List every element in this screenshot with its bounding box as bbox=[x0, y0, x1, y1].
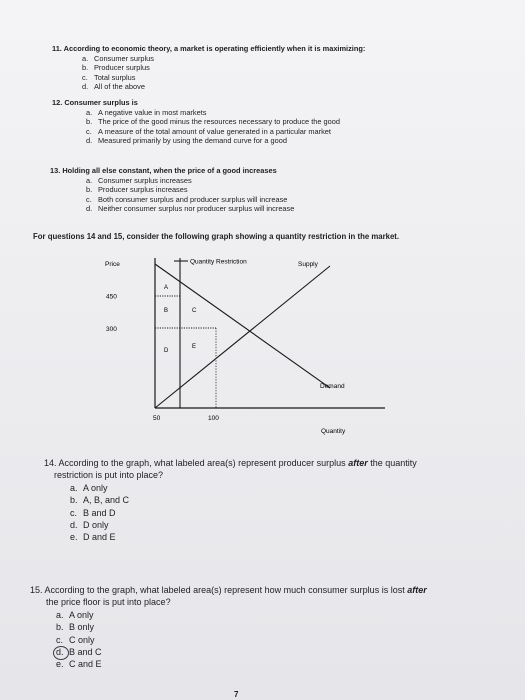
question-stem: 15. According to the graph, what labeled area(s) represent how much consumer surplus is lost after bbox=[30, 585, 427, 595]
answer-option: a. Consumer surplus bbox=[82, 53, 154, 63]
answer-option: d. Measured primarily by using the demand curve for a good bbox=[86, 136, 287, 146]
supply-label: Supply bbox=[298, 261, 318, 268]
legend-label: Quantity Restriction bbox=[190, 258, 247, 266]
answer-option: d. D only bbox=[70, 520, 109, 531]
question-12 bbox=[52, 98, 340, 146]
y-tick-450: 450 bbox=[106, 293, 117, 301]
quantity-axis-label: Quantity bbox=[321, 428, 346, 435]
region-b-label: B bbox=[164, 308, 169, 314]
demand-label: Demand bbox=[320, 383, 345, 390]
answer-option: e. D and E bbox=[70, 532, 116, 543]
x-tick-50: 50 bbox=[153, 415, 161, 422]
answer-option: c. Both consumer surplus and producer surplus will increase bbox=[86, 194, 288, 204]
answer-option: b. Producer surplus bbox=[82, 63, 150, 73]
answer-option: c. C only bbox=[56, 634, 95, 645]
region-d-label: D bbox=[164, 348, 169, 354]
region-c-label: C bbox=[192, 308, 197, 314]
answer-option: a. Consumer surplus increases bbox=[86, 175, 192, 185]
answer-option: b. Producer surplus increases bbox=[86, 185, 188, 195]
answer-option: d. All of the above bbox=[82, 82, 145, 92]
answer-option: a. A only bbox=[56, 609, 94, 620]
question-stem-cont: the price floor is put into place? bbox=[46, 597, 171, 608]
y-tick-300: 300 bbox=[106, 326, 117, 333]
x-tick-100: 100 bbox=[208, 415, 219, 422]
answer-option: c. B and D bbox=[70, 507, 116, 518]
region-a-label: A bbox=[164, 285, 169, 291]
question-14 bbox=[44, 457, 504, 544]
question-stem: 12. Consumer surplus is bbox=[52, 98, 138, 107]
answer-option: a. A only bbox=[70, 482, 108, 493]
question-13 bbox=[50, 166, 294, 214]
answer-option: a. A negative value in most markets bbox=[86, 107, 207, 117]
supply-curve bbox=[155, 266, 330, 408]
answer-option: e. C and E bbox=[56, 659, 102, 670]
region-e-label: E bbox=[192, 344, 197, 350]
answer-circle-mark bbox=[53, 646, 69, 660]
answer-option: d. B and C bbox=[56, 647, 102, 658]
question-11 bbox=[52, 44, 365, 92]
demand-curve bbox=[155, 264, 330, 388]
price-axis-label: Price bbox=[105, 261, 120, 268]
surplus-graph bbox=[100, 248, 390, 448]
page-number: 7 bbox=[234, 690, 239, 699]
answer-option: d. Neither consumer surplus nor producer surplus will increase bbox=[86, 204, 295, 214]
question-stem: 11. According to economic theory, a market is operating efficiently when it is maximizing: bbox=[52, 44, 366, 53]
answer-option: c. A measure of the total amount of value generated in a particular market bbox=[86, 126, 331, 136]
question-stem: 13. Holding all else constant, when the price of a good increases bbox=[50, 166, 277, 175]
answer-option: c. Total surplus bbox=[82, 72, 136, 82]
answer-option: b. A, B, and C bbox=[70, 495, 130, 506]
question-stem-cont: restriction is put into place? bbox=[54, 470, 164, 481]
answer-option: b. The price of the good minus the resources necessary to produce the good bbox=[86, 117, 340, 127]
graph-instructions: For questions 14 and 15, consider the following graph showing a quantity restriction in the market. bbox=[33, 232, 400, 241]
answer-option: b. B only bbox=[56, 622, 95, 633]
question-stem: 14. According to the graph, what labeled area(s) represent producer surplus after the quantity bbox=[44, 458, 417, 468]
question-15 bbox=[30, 584, 510, 671]
